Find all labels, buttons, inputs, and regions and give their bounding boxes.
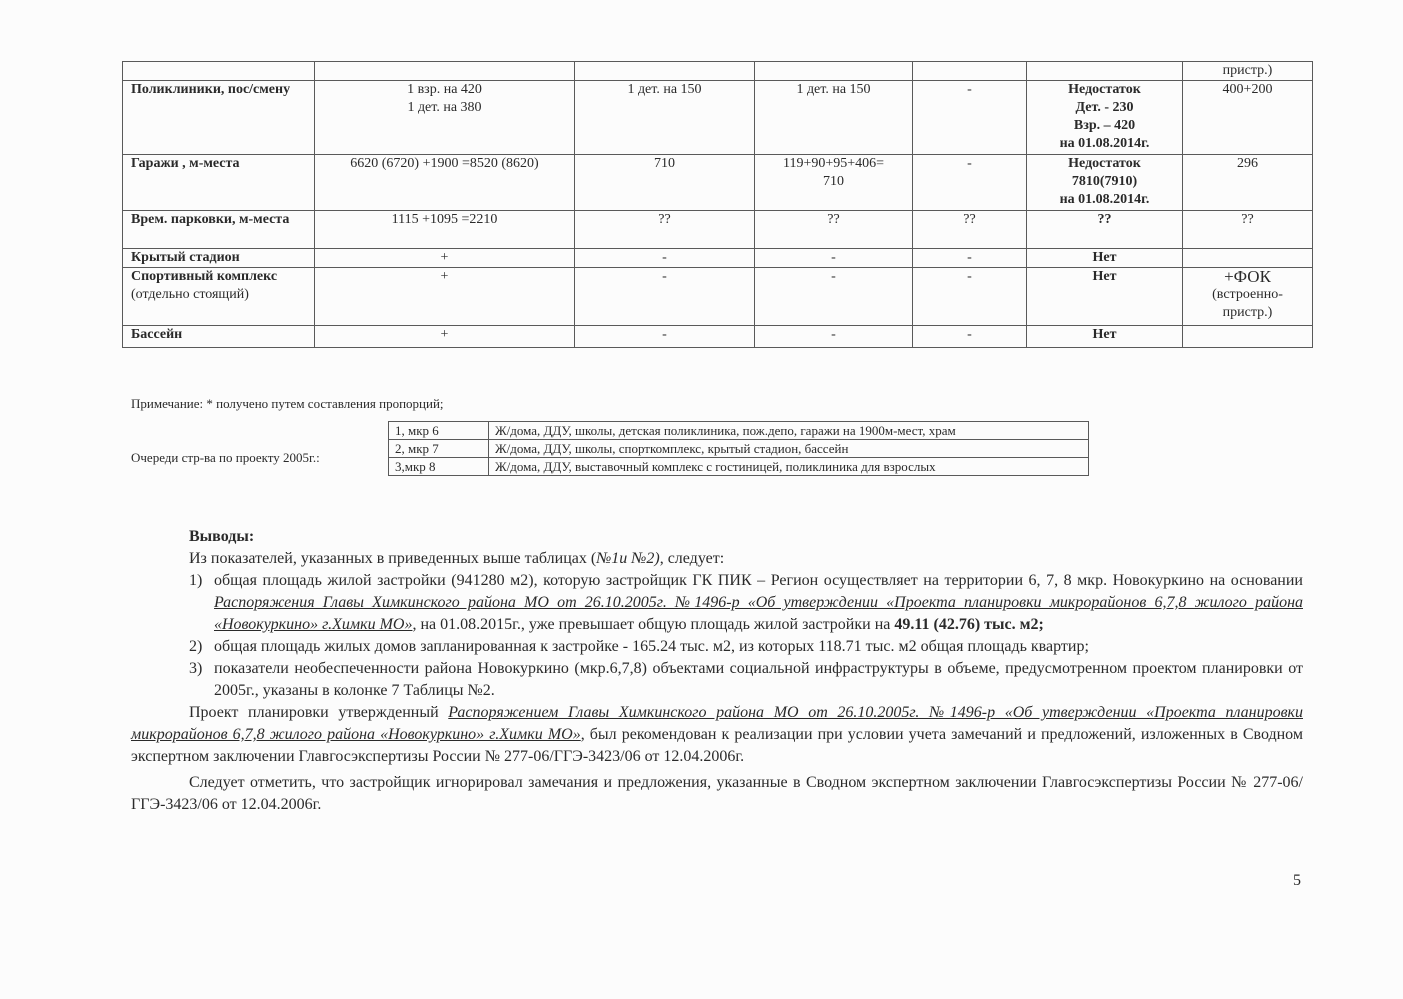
table-cell: - <box>913 268 1027 326</box>
row-label: Крытый стадион <box>123 249 315 268</box>
intro-text: , следует: <box>659 550 725 567</box>
page-number: 5 <box>1293 872 1301 889</box>
table-cell: 400+200 <box>1183 81 1313 155</box>
table-cell: ?? <box>1183 211 1313 249</box>
para-text: Проект планировки утвержденный <box>189 704 449 721</box>
table-cell: - <box>913 249 1027 268</box>
table-cell <box>1183 326 1313 348</box>
item-text: общая площадь жилой застройки (941280 м2), которую застройщик ГК ПИК – Регион осуществляет на территории 6, 7, 8 мкр. Новокуркино на основании <box>214 572 1303 589</box>
list-item <box>131 636 1303 658</box>
decree-reference: Распоряжения Главы Химкинского района МО от 26.10.2005г. №1496-р «Об утверждении «Проекта планировки микрорайонов 6,7,8 жилого района «Новокуркино» г.Химки МО» <box>214 594 1303 633</box>
table-cell: 296 <box>1183 155 1313 211</box>
table-cell: Нет <box>1027 326 1183 348</box>
table-cell: Нет <box>1027 268 1183 326</box>
table-cell <box>755 62 913 81</box>
cell-line: пристр.) <box>1222 305 1273 320</box>
list-text <box>214 570 1303 636</box>
table-row <box>123 326 1313 348</box>
row-label: Поликлиники, пос/смену <box>123 81 315 155</box>
row-label: Гаражи , м-места <box>123 155 315 211</box>
queue-objects: Ж/дома, ДДУ, школы, спорткомплекс, крытый стадион, бассейн <box>489 440 1089 458</box>
table-cell: 1115 +1095 =2210 <box>315 211 575 249</box>
footnote: Примечание: * получено путем составления пропорций; <box>131 396 444 411</box>
table-cell: 710 <box>575 155 755 211</box>
item-bold-value: 49.11 (42.76) тыс. м2; <box>894 616 1044 633</box>
queue-label: Очереди стр-ва по проекту 2005г.: <box>131 450 320 465</box>
list-number: 3) <box>189 660 203 677</box>
conclusions-intro <box>131 548 1303 570</box>
table-cell: - <box>575 326 755 348</box>
paragraph <box>131 702 1303 768</box>
table-row <box>123 249 1313 268</box>
table-cell <box>1183 268 1313 326</box>
table-row <box>123 62 1313 81</box>
table-cell: Нет <box>1027 249 1183 268</box>
queue-objects: Ж/дома, ДДУ, школы, детская поликлиника, пож.депо, гаражи на 1900м-мест, храм <box>489 422 1089 440</box>
cell-line: 710 <box>823 174 844 189</box>
cell-line: Недостаток <box>1068 156 1141 171</box>
table-cell: - <box>913 81 1027 155</box>
row-label: Бассейн <box>123 326 315 348</box>
table-cell <box>913 62 1027 81</box>
cell-line: Взр. – 420 <box>1073 118 1136 133</box>
table-cell <box>1027 155 1183 211</box>
table-cell: - <box>755 249 913 268</box>
decree-reference: Распоряжением Главы Химкинского района МО от 26.10.2005г. №1496-р «Об утверждении «Проекта планировки микрорайонов 6,7,8 жилого района «Новокуркино» г.Химки МО» <box>131 704 1303 743</box>
table-cell: - <box>913 155 1027 211</box>
list-text: общая площадь жилых домов запланированная к застройке - 165.24 тыс. м2, из которых 118.71 тыс. м2 общая площадь квартир; <box>214 638 1089 655</box>
table-cell <box>315 81 575 155</box>
table-cell <box>755 155 913 211</box>
cell-line: +ФОК <box>1224 267 1271 286</box>
table-cell: + <box>315 249 575 268</box>
cell-line: (встроенно- <box>1212 287 1283 302</box>
table-cell: 1 дет. на 150 <box>575 81 755 155</box>
table-cell: - <box>755 268 913 326</box>
table-cell: ?? <box>913 211 1027 249</box>
table-cell: 1 дет. на 150 <box>755 81 913 155</box>
table-cell: - <box>913 326 1027 348</box>
paragraph: Следует отметить, что застройщик игнорировал замечания и предложения, указанные в Сводном экспертном заключении Главгосэкспертизы России № 277-06/ГГЭ-3423/06 от 12.04.2006г. <box>131 774 1303 813</box>
conclusions-section <box>131 526 1303 816</box>
table-cell: + <box>315 268 575 326</box>
cell-line: 7810(7910) <box>1071 174 1138 189</box>
table-cell <box>123 62 315 81</box>
cell-line: на 01.08.2014г. <box>1059 136 1150 151</box>
queue-phase: 1, мкр 6 <box>389 422 489 440</box>
table-cell <box>1027 62 1183 81</box>
cell-line: 1 дет. на 380 <box>407 100 482 115</box>
list-number: 2) <box>189 638 203 655</box>
cell-line: Дет. - 230 <box>1075 100 1134 115</box>
conclusions-title: Выводы: <box>189 528 255 545</box>
table-cell: - <box>755 326 913 348</box>
table-cell: ?? <box>1027 211 1183 249</box>
table-cell <box>1027 81 1183 155</box>
table-cell: - <box>575 268 755 326</box>
table-cell: ?? <box>755 211 913 249</box>
intro-ref: №1и №2) <box>596 550 660 567</box>
table-cell: пристр.) <box>1183 62 1313 81</box>
table-row <box>389 440 1089 458</box>
cell-line: 1 взр. на 420 <box>407 82 482 97</box>
table-row <box>123 81 1313 155</box>
infrastructure-table <box>122 61 1313 348</box>
table-cell <box>315 62 575 81</box>
list-item <box>131 658 1303 702</box>
queue-phase: 2, мкр 7 <box>389 440 489 458</box>
list-item <box>131 570 1303 636</box>
row-label-main: Спортивный комплекс <box>131 269 278 284</box>
table-row <box>123 268 1313 326</box>
cell-line: 119+90+95+406= <box>782 156 885 171</box>
queue-objects: Ж/дома, ДДУ, выставочный комплекс с гостиницей, поликлиника для взрослых <box>489 458 1089 476</box>
table-cell: ?? <box>575 211 755 249</box>
row-label <box>123 268 315 326</box>
table-cell: + <box>315 326 575 348</box>
table-cell: 6620 (6720) +1900 =8520 (8620) <box>315 155 575 211</box>
cell-line: Недостаток <box>1068 82 1141 97</box>
intro-text: Из показателей, указанных в приведенных выше таблицах ( <box>189 550 597 567</box>
para-text: , был рекомендован к реализации при условии учета замечаний и предложений, изложенных в Сводном экспертном заключении Главгосэкспертизы России № 277-06/ГГЭ-3423/06 от 12.04.2006г. <box>131 726 1304 765</box>
construction-queue-table <box>388 421 1089 476</box>
table-cell <box>575 62 755 81</box>
table-row <box>123 211 1313 249</box>
table-row <box>389 458 1089 476</box>
table-row <box>389 422 1089 440</box>
row-label: Врем. парковки, м-места <box>123 211 315 249</box>
queue-phase: 3,мкр 8 <box>389 458 489 476</box>
table-cell <box>1183 249 1313 268</box>
row-label-sub: (отдельно стоящий) <box>131 287 249 302</box>
table-cell: - <box>575 249 755 268</box>
item-text: , на 01.08.2015г., уже превышает общую площадь жилой застройки на <box>412 616 895 633</box>
list-text: показатели необеспеченности района Новокуркино (мкр.6,7,8) объектами социальной инфраструктуры в объеме, предусмотренном проектом планировки от 2005г., указаны в колонке 7 Таблицы №2. <box>214 660 1303 699</box>
table-row <box>123 155 1313 211</box>
cell-line: на 01.08.2014г. <box>1059 192 1150 207</box>
list-number: 1) <box>189 572 203 589</box>
